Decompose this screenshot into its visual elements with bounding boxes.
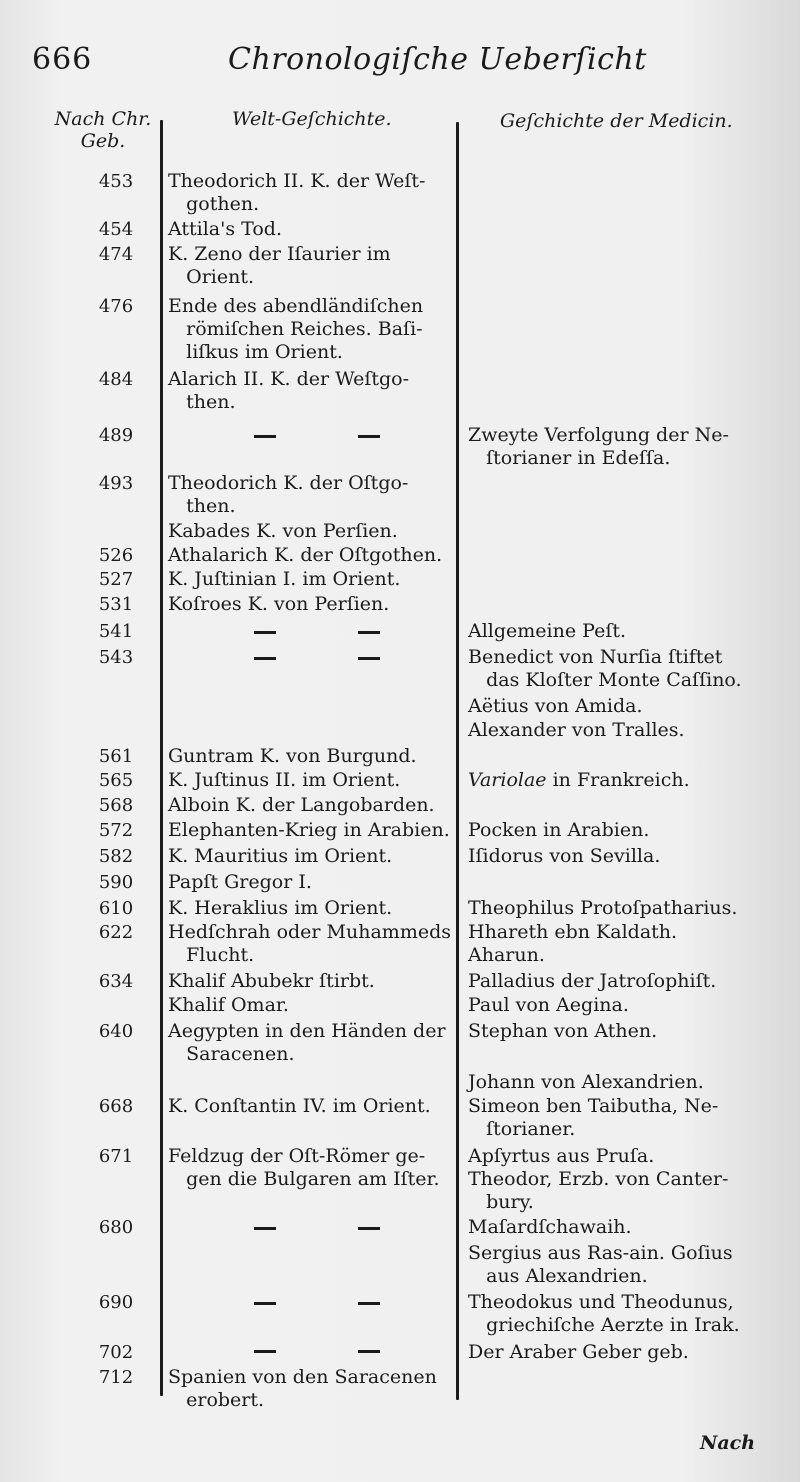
year-cell: 622 (98, 922, 134, 943)
empty-dash (358, 1302, 380, 1305)
world-history-entry: Aegypten in den Händen der Saracenen. (168, 1020, 446, 1065)
world-history-entry: Spanien von den Saracenen erobert. (168, 1366, 437, 1411)
world-history-entry: Theodorich II. K. der Weſt- gothen. (168, 170, 426, 215)
year-cell: 489 (98, 425, 134, 446)
medicine-history-entry: Benedict von Nurſia ſtiftet das Kloſter Monte Caſſino. (468, 646, 742, 691)
empty-dash (358, 1227, 380, 1230)
world-history-entry: Hedſchrah oder Muhammeds Flucht. (168, 921, 451, 966)
world-history-entry: K. Juſtinus II. im Orient. (168, 769, 401, 791)
empty-dash (254, 1302, 276, 1305)
year-cell: 610 (98, 898, 134, 919)
year-cell: 690 (98, 1292, 134, 1313)
year-cell: 712 (98, 1367, 134, 1388)
medicine-history-entry: Der Araber Geber geb. (468, 1341, 689, 1363)
medicine-history-entry: Pocken in Arabien. (468, 819, 650, 841)
world-history-entry: Theodorich K. der Oſtgo- then. (168, 472, 409, 517)
year-cell: 702 (98, 1342, 134, 1363)
year-cell: 541 (98, 621, 134, 642)
world-history-entry: Kabades K. von Perſien. (168, 520, 398, 542)
year-cell: 493 (98, 473, 134, 494)
medicine-history-entry: Alexander von Tralles. (468, 719, 685, 741)
column-rule-left (160, 120, 163, 1396)
year-cell: 668 (98, 1096, 134, 1117)
medicine-history-entry: Sergius aus Ras-ain. Goſius aus Alexandrien. (468, 1242, 733, 1287)
running-title: Chronologiſche Ueberſicht (228, 42, 647, 77)
medicine-history-entry: Iſidorus von Sevilla. (468, 845, 661, 867)
world-history-entry: Koſroes K. von Perſien. (168, 593, 390, 615)
medicine-history-entry: Simeon ben Taibutha, Ne- ſtorianer. (468, 1095, 719, 1140)
year-cell: 640 (98, 1021, 134, 1042)
world-history-entry: Ende des abendländiſchen römiſchen Reiches. Baſi- liſkus im Orient. (168, 295, 424, 363)
empty-dash (254, 1350, 276, 1353)
column-header-year: Nach Chr. Geb. (54, 108, 152, 152)
medicine-history-entry (468, 769, 768, 792)
empty-dash (358, 657, 380, 660)
medicine-history-entry: Aëtius von Amida. (468, 695, 643, 717)
year-cell: 474 (98, 244, 134, 265)
world-history-entry: K. Mauritius im Orient. (168, 845, 393, 867)
medicine-history-entry: Hhareth ebn Kaldath. Aharun. (468, 921, 678, 966)
year-cell: 565 (98, 770, 134, 791)
column-header-world-history: Welt-Geſchichte. (232, 108, 392, 130)
medicine-history-entry: Zweyte Verfolgung der Ne- ſtorianer in Edeſſa. (468, 424, 729, 469)
empty-dash (254, 1227, 276, 1230)
year-cell: 590 (98, 872, 134, 893)
year-cell: 531 (98, 594, 134, 615)
year-cell: 543 (98, 647, 134, 668)
entry-text: in Frankreich. (546, 769, 690, 791)
world-history-entry: Attila's Tod. (168, 218, 282, 240)
page-header (0, 36, 800, 92)
year-cell: 572 (98, 820, 134, 841)
world-history-entry: Elephanten-Krieg in Arabien. (168, 819, 450, 841)
empty-dash (254, 435, 276, 438)
catchword: Nach (700, 1432, 756, 1454)
year-cell: 476 (98, 296, 134, 317)
medicine-history-entry: Palladius der Jatroſophiſt. (468, 970, 717, 992)
empty-dash (358, 1350, 380, 1353)
medicine-history-entry: Maſardſchawaih. (468, 1216, 632, 1238)
medicine-history-entry: Apſyrtus aus Pruſa. Theodor, Erzb. von Canter- bury. (468, 1145, 729, 1213)
world-history-entry: Khalif Omar. (168, 994, 289, 1016)
year-cell: 527 (98, 569, 134, 590)
year-cell: 568 (98, 795, 134, 816)
year-cell: 453 (98, 171, 134, 192)
empty-dash (358, 435, 380, 438)
medicine-history-entry: Allgemeine Peſt. (468, 620, 627, 642)
world-history-entry: Khalif Abubekr ſtirbt. (168, 970, 375, 992)
world-history-entry: K. Juſtinian I. im Orient. (168, 568, 401, 590)
world-history-entry: Alboin K. der Langobarden. (168, 794, 435, 816)
world-history-entry: Athalarich K. der Oſtgothen. (168, 544, 443, 566)
year-cell: 671 (98, 1146, 134, 1167)
year-cell: 634 (98, 971, 134, 992)
medicine-history-entry: Stephan von Athen. (468, 1020, 658, 1042)
column-header-medicine-history: Geſchichte der Medicin. (500, 110, 733, 132)
italic-term: Variolae (468, 769, 547, 791)
year-cell: 582 (98, 846, 134, 867)
medicine-history-entry: Theophilus Protoſpatharius. (468, 897, 738, 919)
year-cell: 484 (98, 369, 134, 390)
empty-dash (254, 657, 276, 660)
world-history-entry: K. Heraklius im Orient. (168, 897, 393, 919)
medicine-history-entry: Paul von Aegina. (468, 994, 629, 1016)
medicine-history-entry: Theodokus und Theodunus, griechiſche Aerzte in Irak. (468, 1291, 740, 1336)
world-history-entry: K. Zeno der Iſaurier im Orient. (168, 243, 391, 288)
empty-dash (254, 631, 276, 634)
world-history-entry: Papſt Gregor I. (168, 871, 312, 893)
world-history-entry: Feldzug der Oſt-Römer ge- gen die Bulgaren am Iſter. (168, 1145, 440, 1190)
world-history-entry: K. Conſtantin IV. im Orient. (168, 1095, 431, 1117)
year-cell: 561 (98, 746, 134, 767)
world-history-entry: Alarich II. K. der Weſtgo- then. (168, 368, 410, 413)
column-rule-right (456, 122, 459, 1400)
year-cell: 454 (98, 219, 134, 240)
medicine-history-entry: Johann von Alexandrien. (468, 1071, 704, 1093)
year-cell: 526 (98, 545, 134, 566)
world-history-entry: Guntram K. von Burgund. (168, 745, 417, 767)
empty-dash (358, 631, 380, 634)
page-number: 666 (32, 42, 93, 77)
year-cell: 680 (98, 1217, 134, 1238)
